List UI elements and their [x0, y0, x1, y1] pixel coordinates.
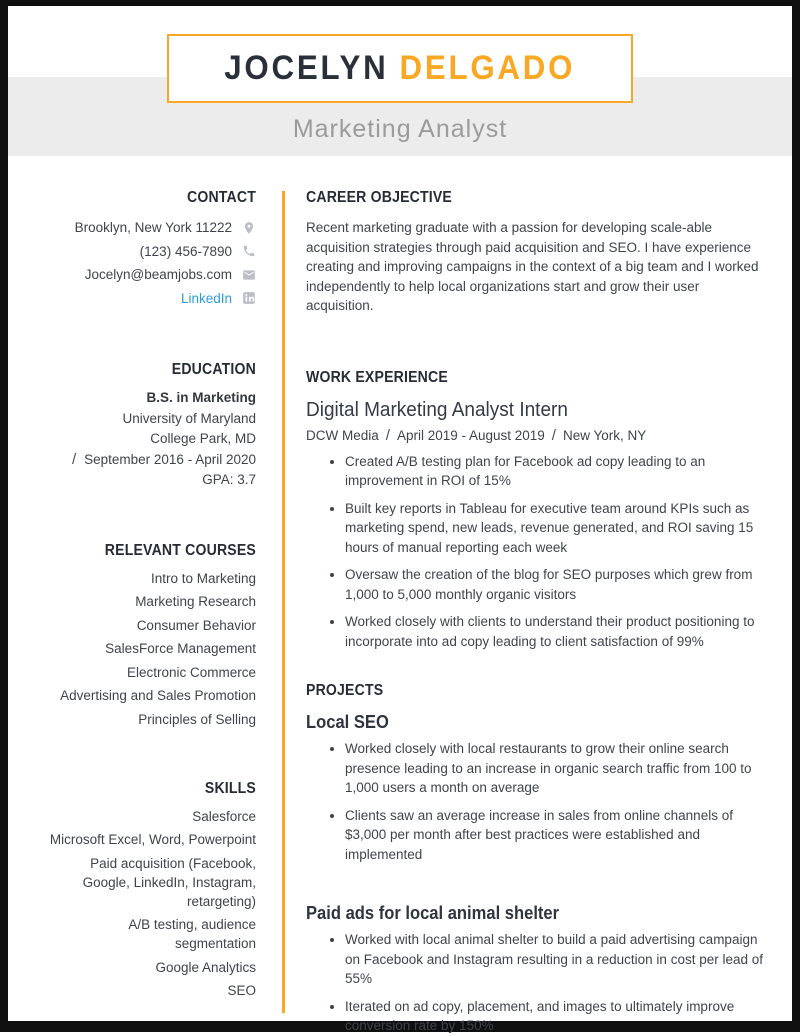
work-experience-heading: WORK EXPERIENCE — [306, 368, 448, 386]
project-title-paid-ads: Paid ads for local animal shelter — [306, 903, 560, 923]
resume-body — [8, 156, 792, 1033]
contact-row-phone — [44, 240, 256, 264]
project-bullet-list — [306, 930, 768, 1036]
career-objective-heading: CAREER OBJECTIVE — [306, 189, 452, 206]
course-item: Electronic Commerce — [126, 664, 256, 680]
course-item: Marketing Research — [135, 594, 256, 609]
company-name: DCW Media — [306, 427, 379, 443]
job-subtitle-wrap — [8, 103, 792, 156]
courses-heading: RELEVANT COURSES — [104, 541, 256, 559]
project-bullet: • Iterated on ad copy, placement, and images to ultimately improve conversion rate by 150% — [345, 997, 768, 1036]
contact-row-address — [44, 216, 256, 240]
education-degree: B.S. in Marketing — [146, 390, 256, 405]
phone-icon — [242, 244, 256, 258]
job-bullet-list — [306, 452, 768, 652]
sidebar — [8, 156, 282, 1021]
linkedin-link[interactable]: LinkedIn — [180, 290, 232, 306]
course-item: Intro to Marketing — [150, 570, 256, 586]
education-heading: EDUCATION — [171, 361, 256, 378]
project-bullet: • Clients saw an average increase in sales from online channels of $3,000 per month after best practices were established and implemented — [345, 806, 768, 865]
courses-list — [44, 569, 256, 729]
career-objective-text: Recent marketing graduate with a passion for developing scale-able acquisition strategies through paid acquisition and SEO. I have experience creating and improving campaigns in the context of a big team and I worked independently to help local organizations start and grow their user acquisition. — [306, 220, 759, 313]
education-dates-text: September 2016 - April 2020 — [84, 451, 256, 467]
education-gpa: GPA: 3.7 — [202, 472, 256, 487]
course-item: Advertising and Sales Promotion — [60, 688, 256, 703]
course-item: Principles of Selling — [138, 711, 256, 727]
projects-heading: PROJECTS — [306, 682, 384, 699]
skill-item: A/B testing, audience segmentation — [128, 917, 256, 951]
envelope-icon — [242, 268, 256, 282]
skill-item: SEO — [227, 983, 256, 998]
job-title: Digital Marketing Analyst Intern — [306, 398, 568, 421]
location-pin-icon — [242, 221, 256, 235]
job-subtitle: Marketing Analyst — [292, 115, 508, 143]
projects-section — [306, 681, 768, 1036]
main-column — [285, 156, 792, 1033]
linkedin-icon — [242, 291, 256, 305]
job-location: New York, NY — [562, 427, 647, 443]
project-title-local-seo: Local SEO — [306, 712, 389, 732]
candidate-name — [225, 49, 576, 88]
job-bullet: • Worked closely with clients to understand their product positioning to incorporate into ad copy leading to client satisfaction of 99% — [345, 612, 768, 651]
contact-heading: CONTACT — [186, 189, 256, 206]
job-bullet: • Oversaw the creation of the blog for SEO purposes which grew from 1,000 to 5,000 monthly organic visitors — [345, 565, 768, 604]
education-section — [44, 360, 256, 491]
project-bullet: • Worked closely with local restaurants to grow their online search presence leading to an increase in organic search traffic from 100 to 1,000 users a month on average — [345, 739, 768, 798]
phone-text: (123) 456-7890 — [139, 243, 232, 259]
education-school: University of Maryland — [122, 410, 256, 426]
project-bullet-list — [306, 739, 768, 864]
contact-section — [44, 188, 256, 310]
courses-section — [44, 541, 256, 729]
course-item: Consumer Behavior — [136, 617, 256, 633]
contact-row-linkedin[interactable] — [44, 287, 256, 311]
career-objective-section — [306, 188, 768, 316]
date-slash: / — [71, 450, 77, 468]
skills-list — [44, 807, 256, 1001]
name-box — [167, 34, 633, 103]
address-text: Brooklyn, New York 11222 — [74, 220, 232, 236]
company-line — [306, 426, 768, 446]
education-dates — [44, 450, 256, 471]
separator-slash: / — [385, 426, 390, 444]
course-item: SalesForce Management — [105, 641, 256, 656]
project-bullet: • Worked with local animal shelter to build a paid advertising campaign on Facebook and Instagram resulting in a reduction in cost per lead of 55% — [345, 930, 768, 989]
skills-heading: SKILLS — [204, 779, 256, 797]
contact-row-email — [44, 263, 256, 287]
skill-item: Salesforce — [192, 808, 256, 824]
education-location: College Park, MD — [150, 431, 256, 446]
skill-item: Google Analytics — [155, 959, 256, 975]
skill-item: Microsoft Excel, Word, Powerpoint — [49, 832, 256, 847]
job-bullet: • Built key reports in Tableau for executive team around KPIs such as marketing spend, new leads, revenue generated, and ROI saving 15 hours of manual reporting each week — [345, 499, 768, 558]
job-bullet: • Created A/B testing plan for Facebook ad copy leading to an improvement in ROI of 15% — [345, 452, 768, 491]
skill-item: Paid acquisition (Facebook, Google, LinkedIn, Instagram, retargeting) — [82, 855, 256, 909]
work-experience-section — [306, 368, 768, 652]
skills-section — [44, 779, 256, 1001]
email-text: Jocelyn@beamjobs.com — [84, 267, 232, 283]
separator-slash: / — [551, 426, 556, 444]
resume-header — [8, 6, 792, 156]
name-last: DELGADO — [399, 49, 576, 87]
name-first: JOCELYN — [224, 49, 389, 87]
job-dates: April 2019 - August 2019 — [396, 427, 545, 443]
